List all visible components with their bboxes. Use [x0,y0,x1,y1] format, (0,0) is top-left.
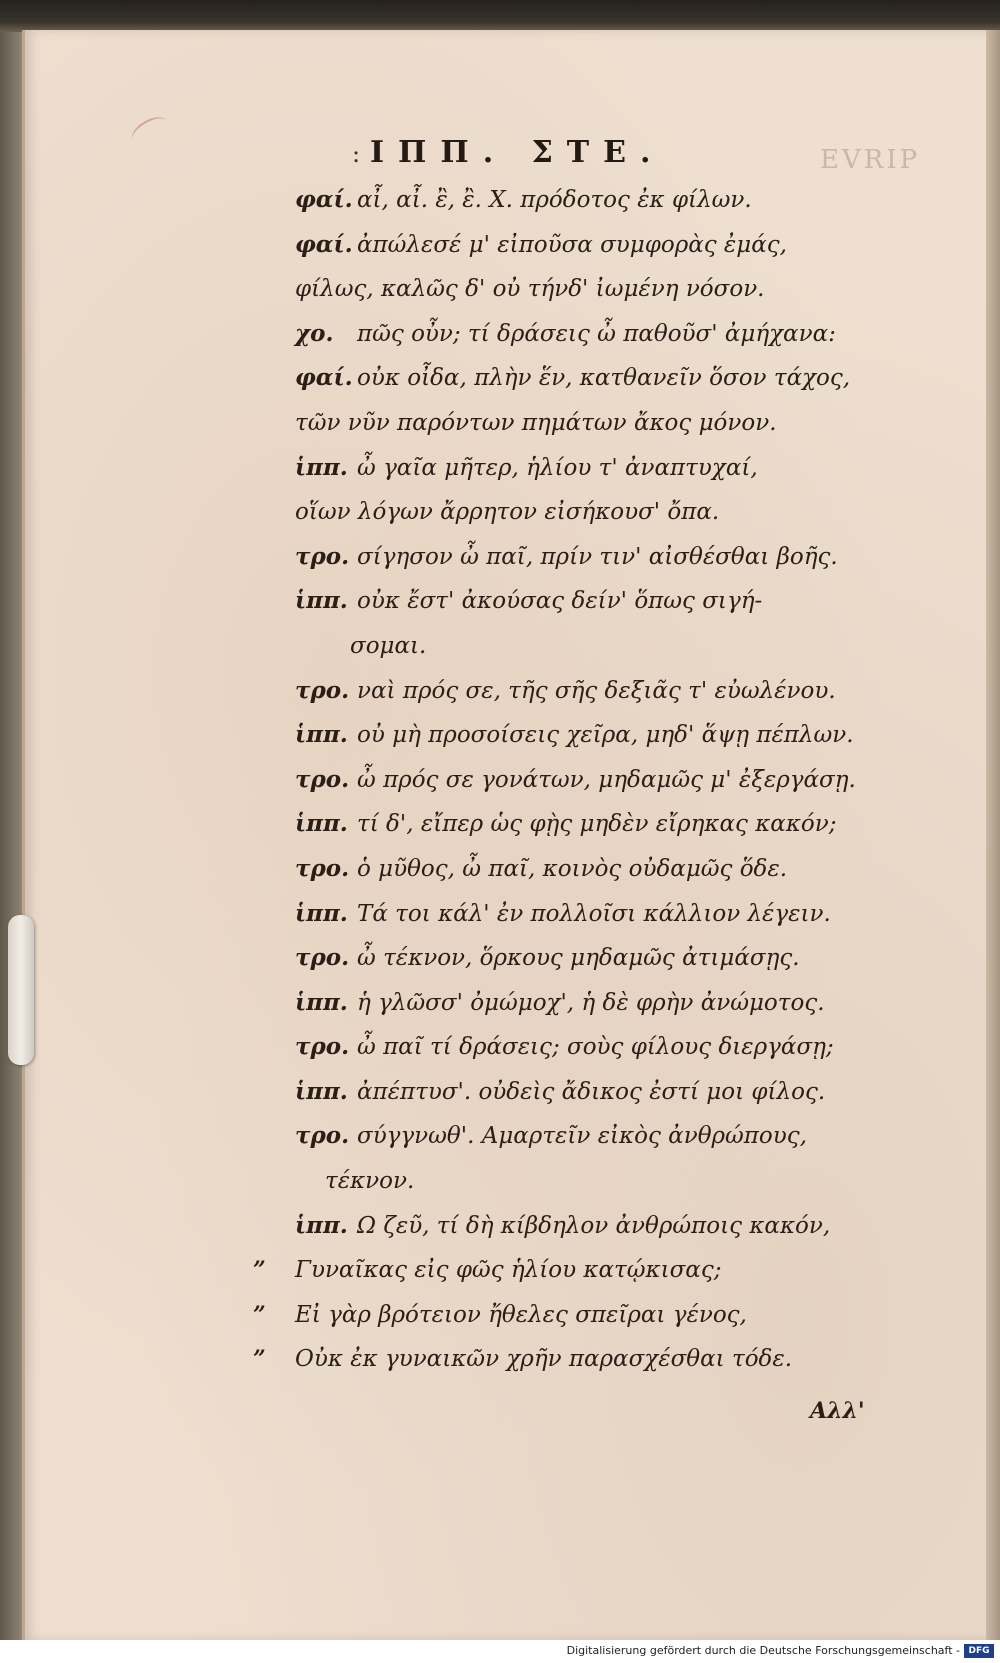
verse-line [295,713,935,758]
verse-text-line: Ω ζεῦ, τί δὴ κίβδηλον ἀνθρώποις κακόν, [357,1212,831,1239]
catchword: Αλλ' [810,1398,865,1424]
verse-text-line: Τά τοι κάλ' ἐν πολλοῖσι κάλλιον λέγειν. [357,900,831,927]
verse-line [295,1114,935,1159]
speaker-label: τρο. [295,1122,350,1150]
verse-line [295,936,935,981]
verse-text [253,178,935,1382]
verse-text-line: ὁ μῦθος, ὦ παῖ, κοινὸς οὐδαμῶς ὅδε. [357,855,788,882]
speaker-label: τρο. [295,1033,350,1061]
verse-text-line: Γυναῖκας εἰς φῶς ἡλίου κατῴκισας; [295,1257,722,1284]
verse-text-line: σίγησον ὦ παῖ, πρίν τιν' αἰσθέσθαι βοῆς. [357,543,838,570]
speaker-label: ἱππ. [295,721,348,749]
speaker-label: ἱππ. [295,587,348,615]
verse-text-line: ὦ παῖ τί δράσεις; σοὺς φίλους διεργάσῃ; [357,1034,834,1061]
verse-text-line: ἀπέπτυσ'. οὐδεὶς ἄδικος ἐστί μοι φίλος. [357,1078,826,1105]
speaker-label: ἱππ. [295,988,348,1016]
verse-line [295,624,935,669]
gnomic-quote-mark: ” [253,1346,266,1373]
speaker-label: ἱππ. [295,899,348,927]
verse-line [295,892,935,937]
verse-line [295,1159,935,1204]
verse-line [295,981,935,1026]
verse-text-line: Οὐκ ἐκ γυναικῶν χρῆν παρασχέσθαι τόδε. [295,1346,793,1373]
verse-text-line: ἀπώλεσέ μ' εἰποῦσα συμφορὰς ἐμάς, [357,231,787,258]
book-clasp [8,915,34,1065]
verse-text-line: τέκνον. [325,1168,415,1195]
page-header: ΙΠΠ. ΣΤΕ. [370,135,665,170]
verse-line [295,223,935,268]
verse-line [295,356,935,401]
verse-line [295,535,935,580]
verse-text-line: σομαι. [350,632,427,659]
speaker-label: χο. [295,319,334,347]
verse-text-line: οἵων λόγων ἄρρητον εἰσήκουσ' ὄπα. [295,499,720,526]
verse-text-line: οὐκ οἶδα, πλὴν ἕν, κατθανεῖν ὅσον τάχος, [357,365,851,392]
verse-text-line: πῶς οὖν; τί δράσεις ὦ παθοῦσ' ἀμήχανα: [357,320,836,347]
verse-text-line: ὦ γαῖα μῆτερ, ἡλίου τ' ἀναπτυχαί, [357,454,758,481]
footer-credit: Digitalisierung gefördert durch die Deutsche Forschungsgemeinschaft - [566,1644,960,1657]
verse-line [295,758,935,803]
verse-text-line: αἶ, αἶ. ἒ, ἒ. Χ. πρόδοτος ἐκ φίλων. [357,187,752,213]
speaker-label: φαί. [295,230,353,258]
verse-text-line: Εἰ γὰρ βρότειον ἤθελες σπεῖραι γένος, [295,1301,747,1328]
speaker-label: ἱππ. [295,810,348,838]
verse-line [295,802,935,847]
speaker-label: τρο. [295,944,350,972]
verse-line [295,1070,935,1115]
speaker-label: ἱππ. [295,1077,348,1105]
verse-line [295,490,935,535]
verse-text-line: ναὶ πρός σε, τῆς σῆς δεξιᾶς τ' εὐωλένου. [357,677,836,704]
verse-text-line: ὦ τέκνον, ὅρκους μηδαμῶς ἀτιμάσῃς. [357,945,800,972]
verse-text-line: ὦ πρός σε γονάτων, μηδαμῶς μ' ἐξεργάσῃ. [357,766,856,793]
book-top-edge [0,0,1000,32]
speaker-label: τρο. [295,676,350,704]
verse-line [295,669,935,714]
bleed-through-text: EVRIP [820,145,921,175]
verse-line [295,1025,935,1070]
verse-text-line: τί δ', εἴπερ ὡς φῂς μηδὲν εἴρηκας κακόν; [357,811,837,838]
verse-line [295,579,935,624]
speaker-label: φαί. [295,364,353,392]
verse-text-line: φίλως, καλῶς δ' οὐ τήνδ' ἰωμένη νόσον. [295,276,765,303]
verse-text-line: οὐκ ἔστ' ἀκούσας δείν' ὅπως σιγή- [357,588,763,615]
verse-line [295,267,935,312]
speaker-label: τρο. [295,542,350,570]
speaker-label: ἱππ. [295,1211,348,1239]
verse-text-line: τῶν νῦν παρόντων πημάτων ἄκος μόνον. [295,409,777,436]
page-right-edge [986,30,1000,1640]
verse-line [295,1204,935,1249]
verse-line [295,847,935,892]
verse-line [295,446,935,491]
verse-text-line: ἡ γλῶσσ' ὀμώμοχ', ἡ δὲ φρὴν ἀνώμοτος. [357,989,825,1016]
dfg-logo-icon: DFG [964,1644,994,1658]
verse-line [295,401,935,446]
verse-line [253,1293,935,1338]
verse-line [295,178,935,223]
verse-line [253,1337,935,1382]
speaker-label: τρο. [295,765,350,793]
header-mark: : [352,140,361,168]
speaker-label: ἱππ. [295,453,348,481]
speaker-label: φαί. [295,186,353,213]
verse-text-line: σύγγνωθ'. Αμαρτεῖν εἰκὸς ἀνθρώπους, [357,1123,807,1150]
speaker-label: τρο. [295,854,350,882]
verse-line [253,1248,935,1293]
gnomic-quote-mark: ” [253,1257,266,1284]
verse-text-line: οὐ μὴ προσοίσεις χεῖρα, μηδ' ἅψῃ πέπλων. [357,722,854,749]
gnomic-quote-mark: ” [253,1301,266,1328]
verse-line [295,312,935,357]
